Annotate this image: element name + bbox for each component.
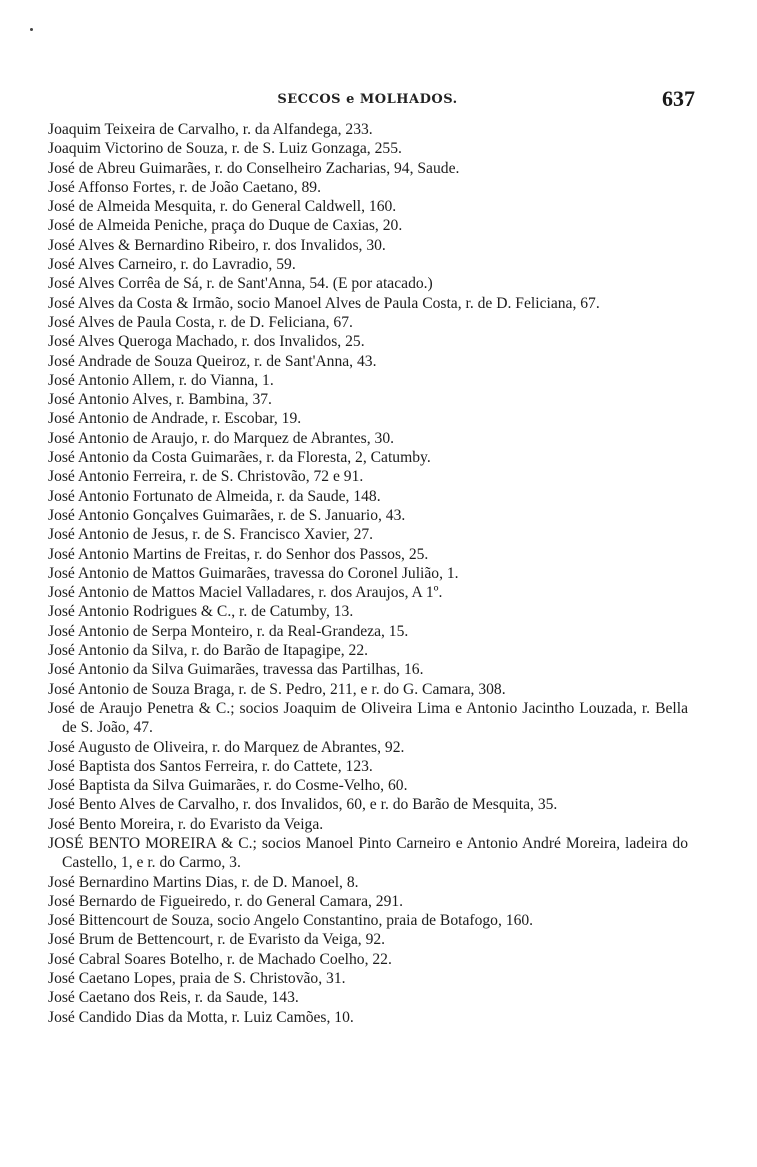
- page-number: 637: [662, 86, 695, 111]
- directory-entry: José Alves & Bernardino Ribeiro, r. dos Invalidos, 30.: [48, 236, 386, 254]
- directory-entry: José Alves Corrêa de Sá, r. de Sant'Anna, 54. (E por atacado.): [48, 275, 433, 293]
- directory-entry: José Antonio de Andrade, r. Escobar, 19.: [48, 410, 302, 428]
- directory-entry: José Cabral Soares Botelho, r. de Machado Coelho, 22.: [48, 950, 392, 968]
- page-header: [48, 86, 695, 116]
- directory-entry: José Alves Carneiro, r. do Lavradio, 59.: [48, 256, 296, 274]
- directory-entry: José Baptista da Silva Guimarães, r. do Cosme-Velho, 60.: [48, 777, 408, 795]
- directory-entry: Joaquim Teixeira de Carvalho, r. da Alfandega, 233.: [48, 121, 373, 138]
- directory-entry: José Bernardino Martins Dias, r. de D. Manoel, 8.: [48, 873, 359, 891]
- directory-entry: José de Almeida Peniche, praça do Duque de Caxias, 20.: [48, 217, 403, 235]
- directory-entry: José Antonio Rodrigues & C., r. de Catumby, 13.: [48, 603, 354, 621]
- running-title: SECCOS e MOLHADOS.: [277, 92, 458, 107]
- directory-entry: José Candido Dias da Motta, r. Luiz Camões, 10.: [48, 1008, 354, 1026]
- directory-entry: José Andrade de Souza Queiroz, r. de Sant'Anna, 43.: [48, 352, 377, 370]
- directory-entry: José Antonio de Araujo, r. do Marquez de Abrantes, 30.: [48, 429, 395, 447]
- directory-entry: José de Araujo Penetra & C.; socios Joaquim de Oliveira Lima e Antonio Jacintho Louzada, r. Bella de S. João, 47.: [48, 699, 688, 737]
- directory-entry: José Antonio da Costa Guimarães, r. da Floresta, 2, Catumby.: [48, 449, 431, 467]
- directory-entry: José Baptista dos Santos Ferreira, r. do Cattete, 123.: [48, 757, 373, 775]
- directory-entry: José de Abreu Guimarães, r. do Conselheiro Zacharias, 94, Saude.: [48, 159, 460, 177]
- directory-entry: José Bento Alves de Carvalho, r. dos Invalidos, 60, e r. do Barão de Mesquita, 35.: [48, 796, 558, 814]
- directory-entry: José Caetano dos Reis, r. da Saude, 143.: [48, 989, 299, 1007]
- directory-entry: José Bittencourt de Souza, socio Angelo Constantino, praia de Botafogo, 160.: [48, 912, 534, 930]
- directory-entry: José Bento Moreira, r. do Evaristo da Veiga.: [48, 815, 324, 833]
- directory-entry: José Antonio Ferreira, r. de S. Christovão, 72 e 91.: [48, 468, 364, 486]
- directory-entry: José Antonio Allem, r. do Vianna, 1.: [48, 371, 274, 389]
- directory-entry: José Antonio Alves, r. Bambina, 37.: [48, 391, 272, 409]
- directory-entry: José Alves Queroga Machado, r. dos Invalidos, 25.: [48, 333, 365, 351]
- directory-entry: José Bernardo de Figueiredo, r. do General Camara, 291.: [48, 892, 404, 910]
- directory-entry: José Affonso Fortes, r. de João Caetano, 89.: [48, 178, 322, 196]
- directory-entry: JOSÉ BENTO MOREIRA & C.; socios Manoel Pinto Carneiro e Antonio André Moreira, ladeira do Castello, 1, e r. do Carmo, 3.: [48, 834, 688, 872]
- directory-entry: José Antonio de Mattos Guimarães, travessa do Coronel Julião, 1.: [48, 564, 459, 582]
- directory-entry: José Augusto de Oliveira, r. do Marquez de Abrantes, 92.: [48, 738, 405, 756]
- directory-entry: José Alves de Paula Costa, r. de D. Feliciana, 67.: [48, 313, 353, 331]
- directory-entry: José de Almeida Mesquita, r. do General Caldwell, 160.: [48, 198, 397, 216]
- directory-entry: José Antonio de Serpa Monteiro, r. da Real-Grandeza, 15.: [48, 622, 409, 640]
- directory-entry: José Antonio Martins de Freitas, r. do Senhor dos Passos, 25.: [48, 545, 429, 563]
- directory-entry: José Antonio da Silva, r. do Barão de Itapagipe, 22.: [48, 642, 369, 660]
- directory-entry: Joaquim Victorino de Souza, r. de S. Luiz Gonzaga, 255.: [48, 140, 402, 158]
- directory-entry: José Alves da Costa & Irmão, socio Manoel Alves de Paula Costa, r. de D. Feliciana, 67.: [48, 294, 600, 312]
- directory-entry: José Brum de Bettencourt, r. de Evaristo da Veiga, 92.: [48, 931, 386, 949]
- stray-ink-mark: [30, 28, 33, 31]
- directory-entry: José Antonio Fortunato de Almeida, r. da Saude, 148.: [48, 487, 381, 505]
- directory-entry: José Antonio da Silva Guimarães, travessa das Partilhas, 16.: [48, 661, 424, 679]
- directory-entry: José Antonio de Jesus, r. de S. Francisco Xavier, 27.: [48, 526, 374, 544]
- directory-entries: [48, 120, 688, 1027]
- directory-entry: José Antonio de Souza Braga, r. de S. Pedro, 211, e r. do G. Camara, 308.: [48, 680, 506, 698]
- directory-entry: José Caetano Lopes, praia de S. Christovão, 31.: [48, 970, 346, 988]
- directory-entry: José Antonio de Mattos Maciel Valladares, r. dos Araujos, A 1º.: [48, 584, 443, 602]
- directory-entry: José Antonio Gonçalves Guimarães, r. de S. Januario, 43.: [48, 506, 406, 524]
